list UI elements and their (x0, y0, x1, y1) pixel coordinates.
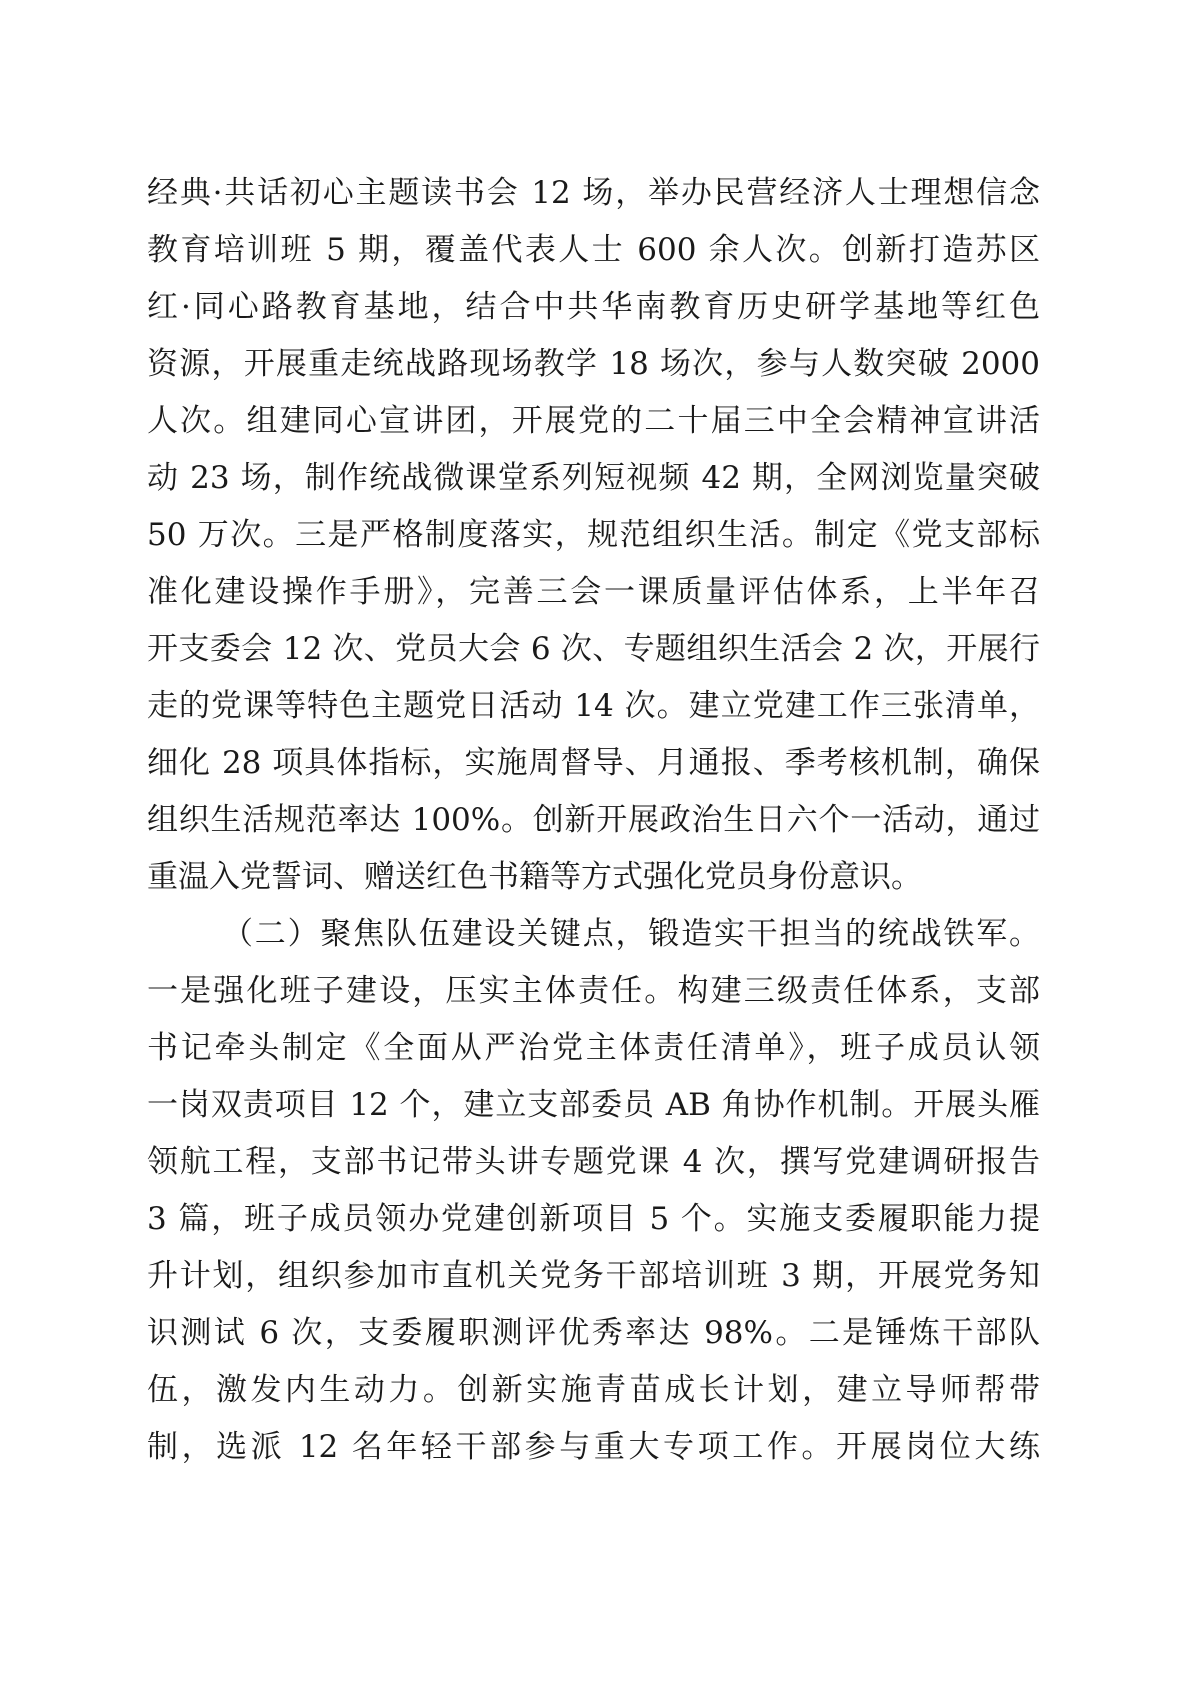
text-line: 重温入党誓词、赠送红色书籍等方式强化党员身份意识。 (147, 859, 922, 895)
section-heading: （二）聚焦队伍建设关键点，锻造实干担当的统战铁军。 (222, 916, 1040, 952)
text-line: 红·同心路教育基地，结合中共华南教育历史研学基地等红色 (147, 289, 1040, 325)
text-line: 组织生活规范率达 100%。创新开展政治生日六个一活动，通过 (147, 802, 1040, 838)
text-line: 细化 28 项具体指标，实施周督导、月通报、季考核机制，确保 (147, 745, 1040, 781)
text-line: 准化建设操作手册》，完善三会一课质量评估体系，上半年召 (147, 574, 1040, 610)
text-line: 资源，开展重走统战路现场教学 18 场次，参与人数突破 2000 (147, 346, 1040, 382)
text-line: 伍，激发内生动力。创新实施青苗成长计划，建立导师帮带 (147, 1372, 1040, 1408)
text-line: 教育培训班 5 期，覆盖代表人士 600 余人次。创新打造苏区 (147, 232, 1040, 268)
text-line: 50 万次。三是严格制度落实，规范组织生活。制定《党支部标 (147, 517, 1040, 553)
text-line: 升计划，组织参加市直机关党务干部培训班 3 期，开展党务知 (147, 1258, 1040, 1294)
text-line: 经典·共话初心主题读书会 12 场，举办民营经济人士理想信念 (147, 175, 1040, 211)
text-line: 3 篇，班子成员领办党建创新项目 5 个。实施支委履职能力提 (147, 1201, 1040, 1237)
text-line: 一岗双责项目 12 个，建立支部委员 AB 角协作机制。开展头雁 (147, 1087, 1040, 1123)
text-line: 走的党课等特色主题党日活动 14 次。建立党建工作三张清单， (147, 688, 1040, 724)
text-line: 一是强化班子建设，压实主体责任。构建三级责任体系，支部 (147, 973, 1040, 1009)
text-line: 开支委会 12 次、党员大会 6 次、专题组织生活会 2 次，开展行 (147, 631, 1040, 667)
text-line: 动 23 场，制作统战微课堂系列短视频 42 期，全网浏览量突破 (147, 460, 1040, 496)
text-line: 书记牵头制定《全面从严治党主体责任清单》，班子成员认领 (147, 1030, 1040, 1066)
text-line: 制，选派 12 名年轻干部参与重大专项工作。开展岗位大练 (147, 1429, 1040, 1465)
text-line: 人次。组建同心宣讲团，开展党的二十届三中全会精神宣讲活 (147, 403, 1040, 439)
text-line: 识测试 6 次，支委履职测评优秀率达 98%。二是锤炼干部队 (147, 1315, 1040, 1351)
text-line: 领航工程，支部书记带头讲专题党课 4 次，撰写党建调研报告 (147, 1144, 1040, 1180)
